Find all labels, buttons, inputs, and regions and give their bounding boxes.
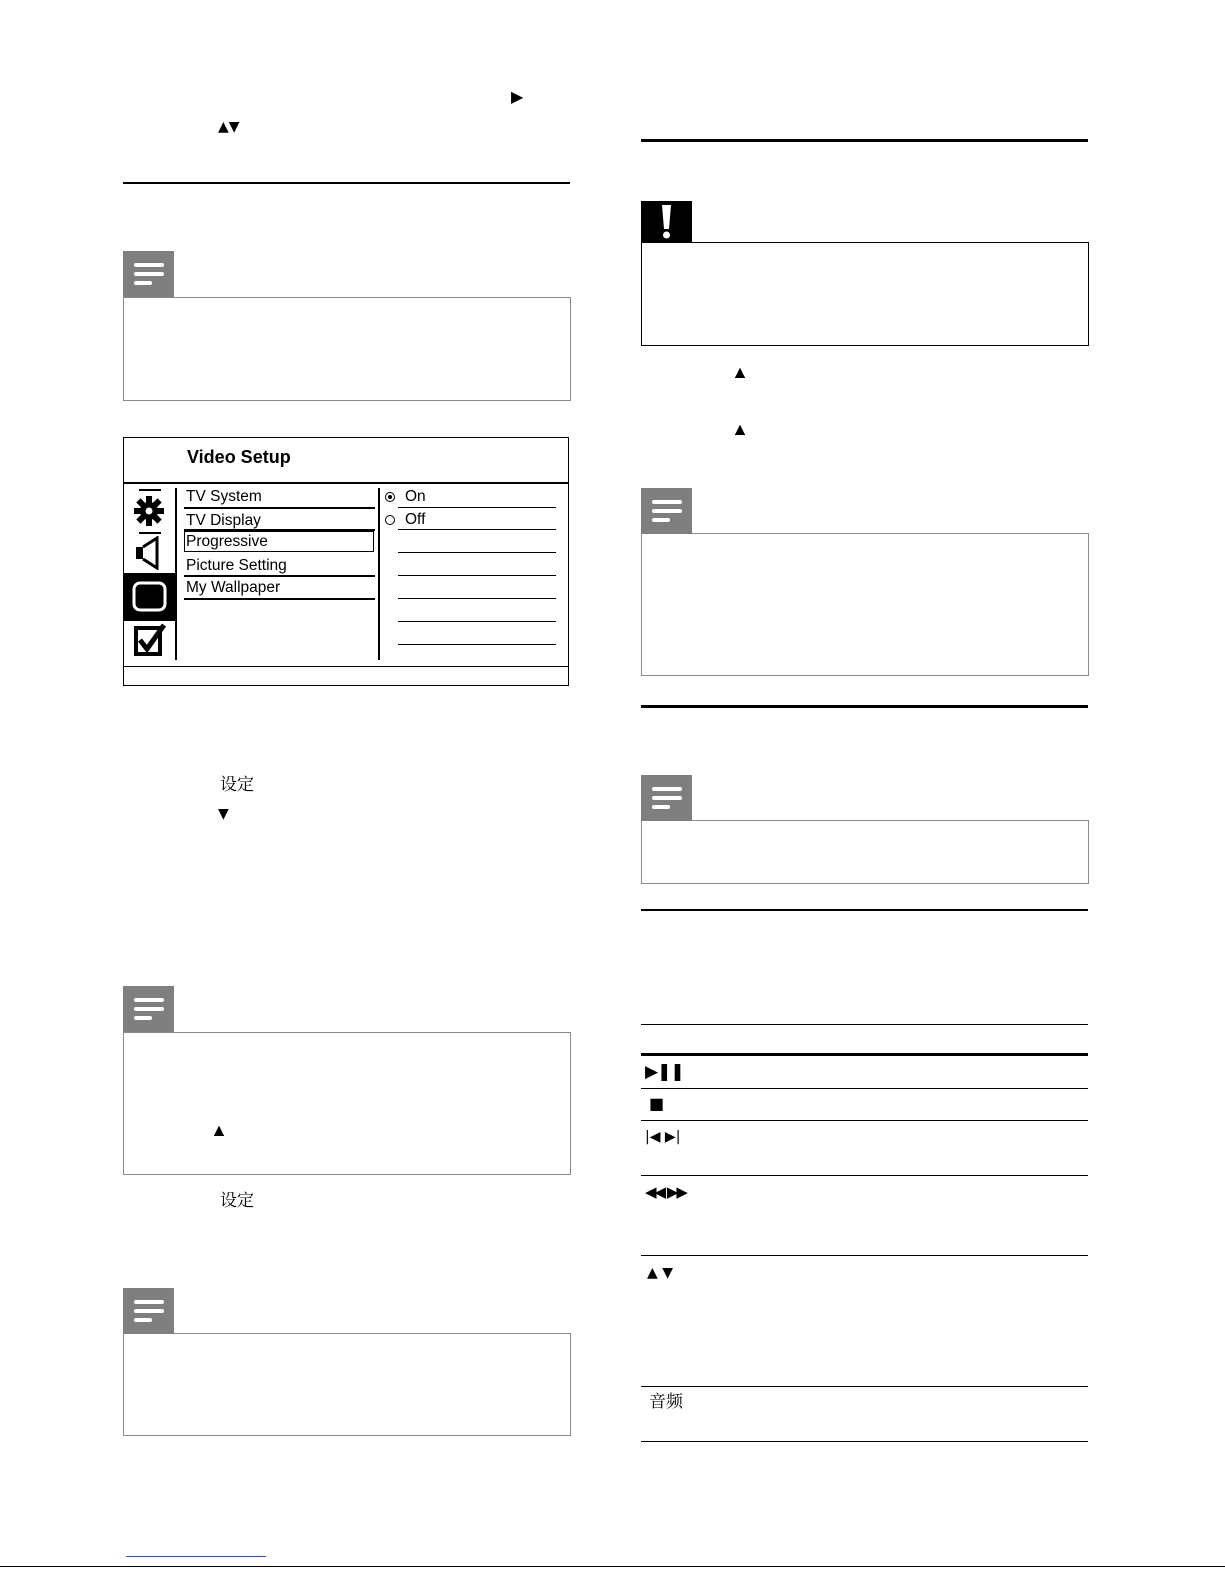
- note-box: [123, 297, 571, 401]
- up-down-icon: ▲ ▼: [647, 1265, 673, 1281]
- audio-key-label: 音频: [649, 1392, 683, 1412]
- icon-separator: [139, 489, 161, 491]
- menu-item-underline: [184, 507, 375, 509]
- note-icon: [123, 251, 174, 297]
- footer-rule: [0, 1566, 1225, 1567]
- option-underline: [398, 621, 556, 622]
- rewind-forward-icon: ◀◀ ▶▶: [645, 1183, 686, 1201]
- radio-on[interactable]: [385, 492, 395, 502]
- up-down-icon: ▲▼: [218, 119, 240, 135]
- table-row-rule: [641, 1441, 1088, 1442]
- gear-icon[interactable]: [133, 494, 165, 532]
- menu-item-progressive[interactable]: Progressive: [186, 533, 268, 550]
- menu-item-tv-system[interactable]: TV System: [186, 488, 262, 505]
- setup-key-label: 设定: [220, 775, 254, 795]
- checkbox-icon[interactable]: [133, 622, 167, 662]
- option-underline: [398, 644, 556, 645]
- caution-box: [641, 242, 1089, 346]
- menu-title: Video Setup: [187, 447, 291, 467]
- speaker-icon[interactable]: [134, 536, 164, 574]
- table-header-rule: [641, 1053, 1088, 1056]
- option-off-label[interactable]: Off: [405, 511, 426, 528]
- option-underline: [398, 507, 556, 508]
- screen-icon[interactable]: [124, 573, 175, 621]
- menu-item-tv-display[interactable]: TV Display: [186, 512, 261, 529]
- menu-footer-divider: [123, 666, 569, 667]
- option-underline: [398, 552, 556, 553]
- eject-icon: ▲: [735, 422, 745, 437]
- prev-next-icon: |◀ ▶|: [645, 1129, 681, 1145]
- play-icon: ▶: [511, 87, 524, 106]
- table-row-rule: [641, 1255, 1088, 1256]
- options-divider: [378, 488, 380, 660]
- note-box: [641, 533, 1089, 676]
- note-box: [123, 1333, 571, 1436]
- section-rule: [641, 705, 1088, 708]
- section-rule: [641, 909, 1088, 911]
- note-box: [123, 1032, 571, 1175]
- caution-icon: [641, 201, 692, 242]
- table-row-rule: [641, 1120, 1088, 1121]
- note-icon: [641, 775, 692, 821]
- table-row-rule: [641, 1088, 1088, 1089]
- menu-item-my-wallpaper[interactable]: My Wallpaper: [186, 579, 281, 596]
- setup-key-label: 设定: [220, 1191, 254, 1211]
- down-arrow-icon: ▼: [218, 806, 229, 822]
- stop-icon: ■: [649, 1094, 665, 1113]
- section-rule: [641, 139, 1088, 142]
- menu-item-underline: [184, 598, 375, 600]
- option-underline: [398, 598, 556, 599]
- menu-header-divider: [123, 482, 569, 484]
- option-underline: [398, 529, 556, 530]
- option-on-label[interactable]: On: [405, 488, 426, 505]
- eject-icon: ▲: [214, 1123, 224, 1138]
- menu-item-underline: [184, 575, 375, 577]
- note-icon: [123, 986, 174, 1032]
- table-rule: [641, 1024, 1088, 1025]
- table-row-rule: [641, 1386, 1088, 1387]
- note-icon: [123, 1288, 174, 1334]
- eject-icon: ▲: [735, 365, 745, 380]
- footer-link-underline: [126, 1556, 266, 1557]
- icon-separator: [139, 532, 161, 534]
- note-box: [641, 820, 1089, 884]
- menu-item-picture-setting[interactable]: Picture Setting: [186, 557, 287, 574]
- section-rule: [123, 182, 570, 184]
- note-icon: [641, 488, 692, 534]
- play-pause-icon: ▶❚❚: [645, 1062, 684, 1082]
- radio-off[interactable]: [385, 515, 395, 525]
- option-underline: [398, 575, 556, 576]
- table-row-rule: [641, 1175, 1088, 1176]
- icon-column-divider: [175, 488, 177, 660]
